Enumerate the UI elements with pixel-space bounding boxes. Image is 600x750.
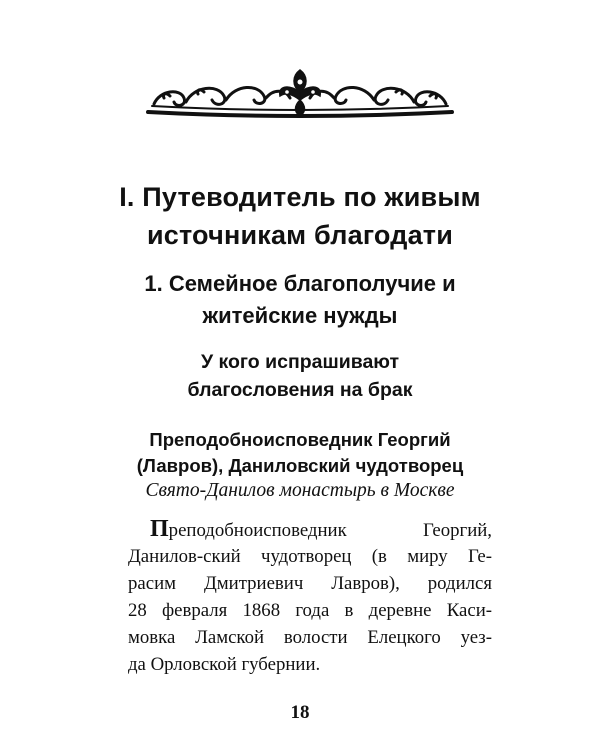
body-line-text: реподобноисповедник Георгий,	[168, 520, 492, 541]
topic-heading	[100, 348, 500, 404]
subsection-heading-line: житейские нужды	[202, 303, 398, 328]
drop-cap: П	[150, 516, 169, 542]
section-heading-line: I. Путеводитель по живым	[119, 182, 481, 212]
body-line: да Орловской губернии.	[128, 654, 321, 675]
saint-name-line: Преподобноисповедник Георгий	[149, 429, 451, 450]
page-number: 18	[290, 702, 310, 723]
subsection-heading	[100, 268, 500, 332]
monastery-location: Свято-Данилов монастырь в Москве	[145, 480, 455, 501]
topic-heading-line: У кого испрашивают	[200, 351, 400, 373]
saint-name	[100, 427, 500, 479]
body-paragraph	[128, 516, 492, 678]
body-line: мовка Ламской волости Елецкого уез-	[128, 627, 492, 648]
saint-name-line: (Лавров), Даниловский чудотворец	[136, 455, 464, 476]
ornamental-headpiece-icon	[140, 62, 460, 124]
section-heading-line: источникам благодати	[146, 220, 454, 250]
body-line: расим Дмитриевич Лавров), родился	[128, 573, 492, 594]
body-line: Данилов-ский чудотворец (в миру Ге-	[128, 546, 492, 567]
section-heading	[100, 178, 500, 254]
body-line: 28 февраля 1868 года в деревне Каси-	[128, 600, 492, 621]
topic-heading-line: благословения на брак	[187, 379, 413, 401]
body-line	[128, 516, 492, 543]
subsection-heading-line: 1. Семейное благополучие и	[144, 271, 456, 296]
